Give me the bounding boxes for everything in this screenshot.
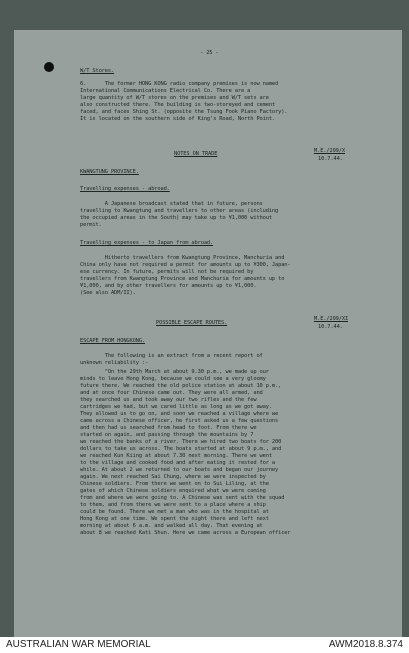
kwangtung-heading: KWANGTUNG PROVINCE. <box>80 169 139 175</box>
notes-on-trade-title: NOTES ON TRADE <box>174 151 218 157</box>
text-line: future there. We reached the old police station at about 10 p.m., <box>80 383 282 389</box>
text-line: to them, and from there we were sent to a place where a ship <box>80 502 266 508</box>
text-line: started on again, and passing through the mountains by 7 <box>80 432 254 438</box>
text-line: we reached Kun Kiing at about 7.30 next morning. There we went <box>80 453 272 459</box>
escape-routes-title: POSSIBLE ESCAPE ROUTES. <box>156 320 228 326</box>
text-line: A Japanese broadcast stated that in future, persons <box>80 201 263 207</box>
text-line: and at once four Chinese came out. They were all armed, and <box>80 390 263 396</box>
page-number: - 25 - <box>200 50 219 56</box>
footer-source: AUSTRALIAN WAR MEMORIAL <box>6 639 151 650</box>
text-line: "On the 29th March at about 9.30 p.m., we made up our <box>80 369 269 375</box>
text-line: about 8 we reached Kati Shun. Here we came across a European officer <box>80 530 291 536</box>
text-line: unknown reliability :- <box>80 360 149 366</box>
text-line: also constructed there. The building is two-storeyed and cement <box>80 102 276 108</box>
text-line: 6. The former HONG KONG radio company premises is now named <box>80 81 279 87</box>
text-line: minds to leave Hong Kong, because we could see a very gloomy <box>80 376 266 382</box>
notes-on-trade-ref: M.E./299/X <box>314 148 345 154</box>
text-line: They allowed us to go on, and soon we reached a village where we <box>80 411 279 417</box>
text-line: Chinese soldiers. From there we went on to Sui Liling, at the <box>80 481 269 487</box>
text-line: while. At about 2 we returned to our boats and began our journey <box>80 467 279 473</box>
text-line: dollars to take us across. The boats started at about 9 p.m., and <box>80 446 282 452</box>
text-line: Hong Kong at one time. We spent the night there and left next <box>80 516 269 522</box>
escape-routes-ref: M.E./299/XI <box>314 316 349 322</box>
text-line: morning at about 6 a.m. and walked all day. That evening at <box>80 523 263 529</box>
text-line: ¥1,000, and by other travellers for amounts up to ¥1,000. <box>80 283 257 289</box>
text-line: Hitherto travellers from Kwangtung Province, Manchuria and <box>80 255 285 261</box>
footer-accession-number: AWM2018.8.374 <box>328 639 403 650</box>
text-line: again. We next reached Sai Chung, where we were inspected by <box>80 474 266 480</box>
escape-routes-date: 10.7.44. <box>318 324 343 330</box>
text-line: It is located on the southern side of King's Road, North Point. <box>80 116 276 122</box>
footer-bar <box>0 637 409 653</box>
text-line: we reached the banks of a river. There we hired two boats for 200 <box>80 439 282 445</box>
text-line: (See also ADM/II). <box>80 290 136 296</box>
japan-subheading: Travelling expenses - to Japan from abroad. <box>80 240 214 246</box>
text-line: gates of which Chinese soldiers enquired what we were coming <box>80 488 266 494</box>
text-line: International Communications Electrical Co. There are a <box>80 88 251 94</box>
text-line: came across a Chinese officer, he first asked us a few questions <box>80 418 279 424</box>
kwangtung-subheading: Travelling expenses - abroad. <box>80 186 170 192</box>
text-line: permit. <box>80 222 102 228</box>
text-line: they searched us and took away our two rifles and the few <box>80 397 257 403</box>
text-line: cartridges we had, but we cared little as long as we got away. <box>80 404 272 410</box>
punch-hole <box>44 62 54 72</box>
text-line: large quantity of W/T stores on the premises and W/T sets are <box>80 95 269 101</box>
text-line: The following is an extract from a recent report of <box>80 353 263 359</box>
text-line: ese currency. In future, permits will not be required by <box>80 269 254 275</box>
document-page <box>14 30 402 637</box>
escape-heading: ESCAPE FROM HONGKONG. <box>80 338 146 344</box>
text-line: travellers from Kwangtung Province and Manchuria for amounts up to <box>80 276 285 282</box>
text-line: and then had us searched from head to foot. From there we <box>80 425 257 431</box>
text-line: to the village and cooked food and after eating it rested for a <box>80 460 276 466</box>
text-line: could be found. There we met a man who was in the hospital at <box>80 509 269 515</box>
notes-on-trade-date: 10.7.44. <box>318 156 343 162</box>
text-line: faced, and faces Shing St. (opposite the Tsung Fook Piano Factory). <box>80 109 288 115</box>
wt-stores-heading: W/T Stores. <box>80 68 115 74</box>
text-line: travelling to Kwangtung and travellers to other areas (including <box>80 208 279 214</box>
text-line: China only have not required a permit for amounts up to ¥300, Japan- <box>80 262 291 268</box>
text-line: from and where we were going to. A Chinese was sent with the squad <box>80 495 285 501</box>
text-line: the occupied areas in the South) may take up to ¥1,000 without <box>80 215 272 221</box>
